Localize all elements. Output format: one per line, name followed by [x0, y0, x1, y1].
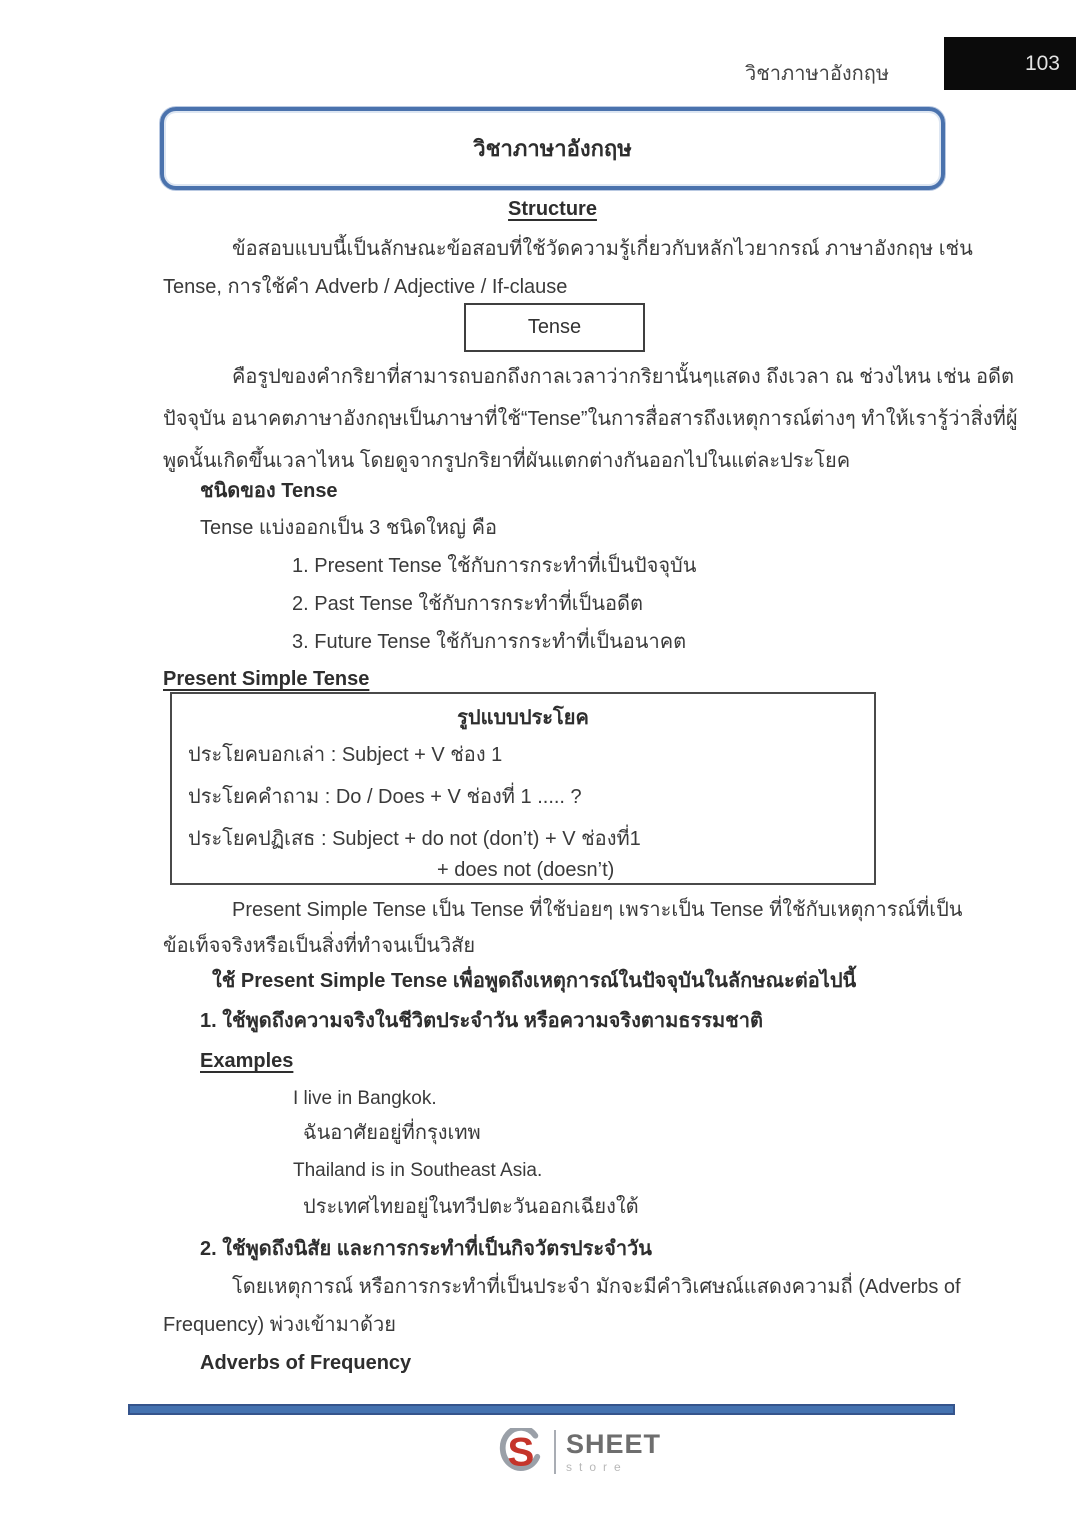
form-box-title: รูปแบบประโยค [457, 707, 589, 729]
tense-desc-line-2: ปัจจุบัน อนาคตภาษาอังกฤษเป็นภาษาที่ใช้“Tense”ในการสื่อสารถึงเหตุการณ์ต่างๆ ทำให้เรารู้ว่าสิ่งที่ผู้ [163, 408, 1018, 430]
present-simple-heading: Present Simple Tense [163, 668, 370, 690]
tense-types-intro: Tense แบ่งออกเป็น 3 ชนิดใหญ่ คือ [200, 517, 498, 539]
structure-heading: Structure [508, 198, 597, 220]
logo-subtext: store [566, 1460, 628, 1474]
sheetstore-logo-icon [498, 1428, 544, 1481]
page-title: วิชาภาษาอังกฤษ [473, 136, 632, 161]
form-negative-cont: + does not (doesn’t) [437, 859, 615, 881]
form-affirmative: ประโยคบอกเล่า : Subject + V ช่อง 1 [188, 744, 503, 766]
tense-desc-line-3: พูดนั้นเกิดขึ้นเวลาไหน โดยดูจากรูปกริยาที่ผันแตกต่างกันออกไปในแต่ละประโยค [163, 450, 851, 472]
examples-heading: Examples [200, 1050, 294, 1072]
form-question: ประโยคคำถาม : Do / Does + V ช่องที่ 1 ..... ? [188, 786, 582, 808]
adverbs-heading: Adverbs of Frequency [200, 1352, 412, 1374]
footer-divider-bar [128, 1404, 955, 1415]
title-box [160, 107, 945, 190]
example-th: ฉันอาศัยอยู่ที่กรุงเทพ [303, 1122, 481, 1144]
rule2-line-1: โดยเหตุการณ์ หรือการกระทำที่เป็นประจำ มักจะมีคำวิเศษณ์แสดงความถี่ (Adverbs of [232, 1276, 961, 1298]
svg-text:S: S [507, 1429, 535, 1475]
logo-divider [554, 1430, 556, 1474]
example-en: Thailand is in Southeast Asia. [293, 1160, 543, 1181]
page-number: 103 [1024, 51, 1060, 75]
intro-line-2: Tense, การใช้คำ Adverb / Adjective / If-clause [163, 276, 568, 298]
usage-line-2: ข้อเท็จจริงหรือเป็นสิ่งที่ทำจนเป็นวิสัย [163, 935, 476, 957]
example-th: ประเทศไทยอยู่ในทวีปตะวันออกเฉียงใต้ [303, 1196, 639, 1218]
page-number-box [944, 37, 1076, 90]
tense-box-label: Tense [527, 316, 582, 338]
header-course-label: วิชาภาษาอังกฤษ [745, 63, 890, 85]
example-en: I live in Bangkok. [293, 1088, 437, 1109]
intro-line-1: ข้อสอบแบบนี้เป็นลักษณะข้อสอบที่ใช้วัดความรู้เกี่ยวกับหลักไวยากรณ์ ภาษาอังกฤษ เช่น [232, 238, 973, 260]
usage-heading: ใช้ Present Simple Tense เพื่อพูดถึงเหตุการณ์ในปัจจุบันในลักษณะต่อไปนี้ [212, 970, 857, 992]
rule2-heading: 2. ใช้พูดถึงนิสัย และการกระทำที่เป็นกิจวัตรประจำวัน [200, 1238, 652, 1260]
form-negative: ประโยคปฏิเสธ : Subject + do not (don’t) + V ช่องที่1 [188, 828, 641, 850]
tense-types-heading: ชนิดของ Tense [200, 480, 338, 502]
tense-type-item: 3. Future Tense ใช้กับการกระทำที่เป็นอนาคต [292, 631, 687, 653]
tense-desc-line-1: คือรูปของคำกริยาที่สามารถบอกถึงกาลเวลาว่ากริยานั้นๆแสดง ถึงเวลา ณ ช่วงไหน เช่น อดีต [232, 366, 1014, 388]
sentence-form-box [170, 692, 876, 885]
usage-line-1: Present Simple Tense เป็น Tense ที่ใช้บ่อยๆ เพราะเป็น Tense ที่ใช้กับเหตุการณ์ที่เป็น [232, 899, 963, 921]
rule1-heading: 1. ใช้พูดถึงความจริงในชีวิตประจำวัน หรือความจริงตามธรรมชาติ [200, 1010, 763, 1032]
logo-text: SHEET [566, 1429, 662, 1459]
sheetstore-logo [498, 1428, 661, 1481]
rule2-line-2: Frequency) พ่วงเข้ามาด้วย [163, 1314, 396, 1336]
tense-type-item: 1. Present Tense ใช้กับการกระทำที่เป็นปัจจุบัน [292, 555, 697, 577]
tense-type-item: 2. Past Tense ใช้กับการกระทำที่เป็นอดีต [292, 593, 643, 615]
tense-box [464, 303, 645, 352]
